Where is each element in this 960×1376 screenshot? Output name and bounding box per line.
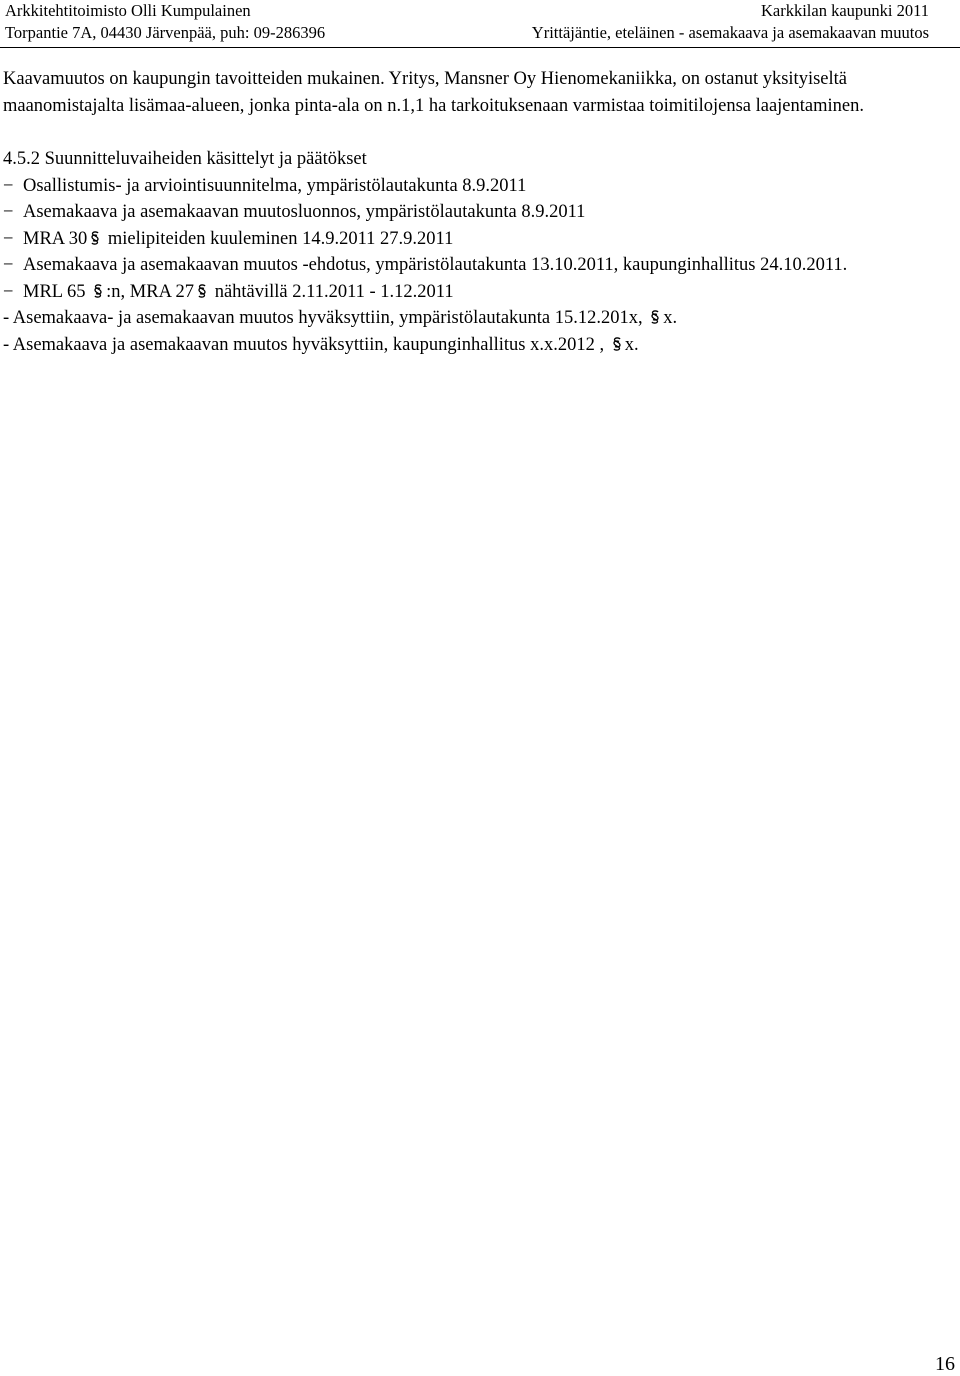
dash-marker: − — [3, 175, 14, 196]
project-title: Yrittäjäntie, eteläinen - asemakaava ja asemakaavan muutos — [531, 23, 929, 42]
section-sign-icon — [195, 283, 209, 299]
list-item-text: Asemakaava ja asemakaavan muutosluonnos, ympäristölautakunta 8.9.2011 — [23, 202, 586, 222]
list-item-text: x. — [624, 334, 639, 355]
company-address: Torpantie 7A, 04430 Järvenpää, puh: 09-286396 — [5, 23, 326, 42]
list-item — [3, 305, 958, 332]
list-item — [3, 199, 958, 226]
dash-marker: − — [3, 228, 14, 249]
list-item — [3, 173, 958, 200]
header-row-2 — [5, 22, 929, 44]
section-sign-icon — [91, 283, 105, 299]
project-client-year: Karkkilan kaupunki 2011 — [760, 1, 929, 20]
dash-marker: − — [3, 281, 14, 302]
section-sign-icon — [648, 309, 662, 325]
page-header — [5, 0, 929, 44]
list-item — [3, 226, 958, 253]
list-item-text: x. — [663, 308, 678, 328]
list-item-text: Osallistumis- ja arviointisuunnitelma, ympäristölautakunta 8.9.2011 — [23, 175, 527, 196]
section-heading: 4.5.2 Suunnitteluvaiheiden käsittelyt ja päätökset — [3, 149, 367, 169]
dash-marker: − — [3, 202, 14, 222]
list-item-text: :n, MRA 27 — [106, 281, 195, 302]
company-name: Arkkitehtitoimisto Olli Kumpulainen — [5, 1, 251, 20]
header-row-1 — [5, 0, 929, 22]
list-item-text: MRL 65 — [23, 281, 91, 302]
list-item-text: MRA 30 — [23, 228, 88, 249]
page-number: 16 — [935, 1353, 955, 1375]
header-divider — [0, 47, 960, 48]
dash-marker: − — [3, 255, 14, 275]
section-sign-icon — [88, 230, 102, 246]
document-body — [3, 66, 958, 358]
list-item-text: Asemakaava ja asemakaavan muutos -ehdotus, ympäristölautakunta 13.10.2011, kaupunginhallitus 24.10.2011. — [23, 255, 848, 275]
list-item-text: mielipiteiden kuuleminen 14.9.2011 27.9.2011 — [103, 228, 454, 249]
list-item — [3, 332, 958, 359]
list-item-text: - Asemakaava ja asemakaavan muutos hyväksyttiin, kaupunginhallitus x.x.2012 , — [3, 334, 609, 355]
list-item-text: - Asemakaava- ja asemakaavan muutos hyväksyttiin, ympäristölautakunta 15.12.201x, — [3, 308, 648, 328]
list-item — [3, 252, 958, 279]
list-item-text: nähtävillä 2.11.2011 - 1.12.2011 — [210, 281, 454, 302]
intro-paragraph: Kaavamuutos on kaupungin tavoitteiden mukainen. Yritys, Mansner Oy Hienomekaniikka, on ostanut yksityiseltä maanomistajalta lisämaa-alueen, jonka pinta-ala on n.1,1 ha tarkoituksenaan varmistaa toimitilojensa laajentaminen. — [3, 69, 864, 116]
list-item — [3, 279, 958, 306]
section-sign-icon — [610, 336, 624, 352]
